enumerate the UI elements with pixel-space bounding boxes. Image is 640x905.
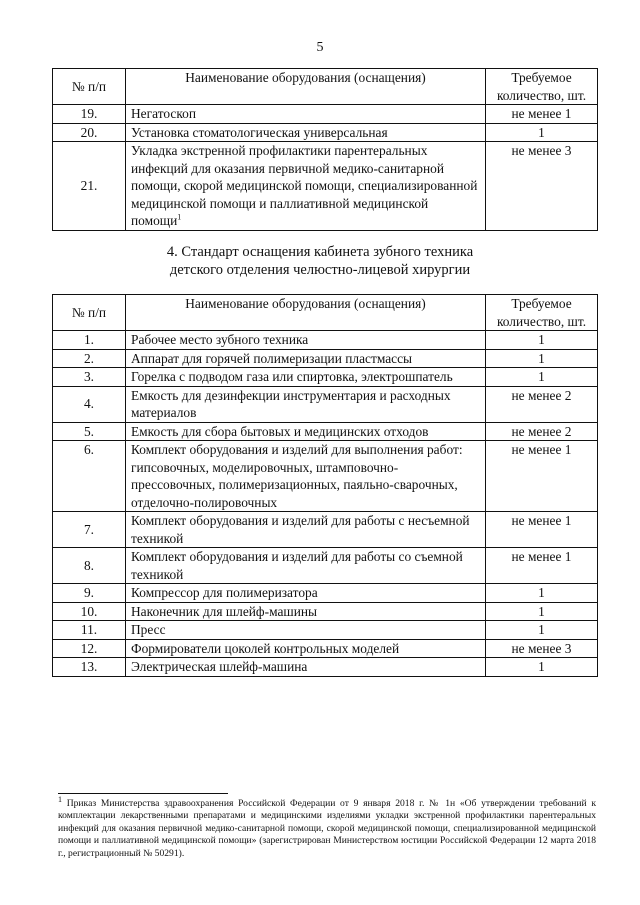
table-row (53, 123, 598, 142)
equipment-table-continued (52, 68, 598, 231)
header-name: Наименование оборудования (оснащения) (126, 69, 486, 105)
row-quantity: 1 (486, 602, 598, 621)
row-number: 5. (53, 422, 126, 441)
footnote-reference: 1 (177, 212, 182, 222)
table-row (53, 621, 598, 640)
row-quantity: 1 (486, 584, 598, 603)
row-quantity: 1 (486, 331, 598, 350)
row-name: Установка стоматологическая универсальная (126, 123, 486, 142)
footnote-divider (58, 793, 228, 794)
row-number: 19. (53, 105, 126, 124)
row-name: Аппарат для горячей полимеризации пластмассы (126, 349, 486, 368)
row-quantity: 1 (486, 123, 598, 142)
table-row (53, 658, 598, 677)
row-name: Формирователи цоколей контрольных моделей (126, 639, 486, 658)
row-number: 7. (53, 512, 126, 548)
table-row (53, 105, 598, 124)
table-row (53, 142, 598, 231)
section-title (0, 243, 640, 279)
table-row (53, 441, 598, 512)
row-quantity: не менее 3 (486, 639, 598, 658)
row-quantity: не менее 2 (486, 422, 598, 441)
table-row (53, 602, 598, 621)
table-row (53, 331, 598, 350)
footnote (58, 794, 596, 860)
table-header-row (53, 69, 598, 105)
row-name: Рабочее место зубного техника (126, 331, 486, 350)
footnote-text: Приказ Министерства здравоохранения Российской Федерации от 9 января 2018 г. № 1н «Об утверждении требований к комплектации лекарственными препаратами и медицинскими изделиями укладки экстренной профилактики парентеральных инфекций для оказания первичной медико-санитарной помощи, скорой медицинской помощи, специализированной медицинской помощи и паллиативной медицинской помощи» (зарегистрирован Министерством юстиции Российской Федерации 12 марта 2018 г., регистрационный № 50291). (58, 798, 596, 859)
row-quantity: не менее 1 (486, 548, 598, 584)
section-title-line2: детского отделения челюстно-лицевой хирургии (169, 262, 471, 278)
row-name: Компрессор для полимеризатора (126, 584, 486, 603)
row-number: 8. (53, 548, 126, 584)
row-name: Укладка экстренной профилактики парентеральных инфекций для оказания первичной медико-санитарной помощи, скорой медицинской помощи, специализированной медицинской помощи и паллиативной медицинской помощи (131, 143, 478, 228)
header-qty: Требуемое количество, шт. (486, 69, 598, 105)
row-name: Комплект оборудования и изделий для выполнения работ: гипсовочных, моделировочных, штамповочно-прессовочных, полимеризационных, паяльно-сварочных, отделочно-полировочных (126, 441, 486, 512)
table-row (53, 368, 598, 387)
row-name: Наконечник для шлейф-машины (126, 602, 486, 621)
table-row (53, 512, 598, 548)
row-number: 13. (53, 658, 126, 677)
row-number: 21. (53, 142, 126, 231)
row-name-with-footnote (126, 142, 486, 231)
row-number: 20. (53, 123, 126, 142)
row-number: 1. (53, 331, 126, 350)
footnote-mark: 1 (58, 794, 62, 804)
table-row (53, 639, 598, 658)
row-number: 6. (53, 441, 126, 512)
section-title-line1: 4. Стандарт оснащения кабинета зубного техника (166, 244, 474, 260)
row-name: Горелка с подводом газа или спиртовка, электрошпатель (126, 368, 486, 387)
row-quantity: не менее 3 (486, 142, 598, 231)
row-quantity: не менее 1 (486, 512, 598, 548)
equipment-table-dental-technician (52, 294, 598, 677)
header-num: № п/п (53, 295, 126, 331)
header-name: Наименование оборудования (оснащения) (126, 295, 486, 331)
row-number: 9. (53, 584, 126, 603)
row-number: 10. (53, 602, 126, 621)
row-name: Емкость для сбора бытовых и медицинских отходов (126, 422, 486, 441)
row-number: 12. (53, 639, 126, 658)
row-name: Емкость для дезинфекции инструментария и расходных материалов (126, 386, 486, 422)
table-header-row (53, 295, 598, 331)
table-row (53, 386, 598, 422)
row-number: 2. (53, 349, 126, 368)
row-name: Комплект оборудования и изделий для работы с несъемной техникой (126, 512, 486, 548)
table-row (53, 548, 598, 584)
row-name: Негатоскоп (126, 105, 486, 124)
row-quantity: не менее 2 (486, 386, 598, 422)
row-number: 11. (53, 621, 126, 640)
row-name: Электрическая шлейф-машина (126, 658, 486, 677)
header-num: № п/п (53, 69, 126, 105)
row-quantity: не менее 1 (486, 441, 598, 512)
table-row (53, 422, 598, 441)
table-row (53, 584, 598, 603)
page-number: 5 (316, 40, 324, 55)
table-row (53, 349, 598, 368)
row-name: Комплект оборудования и изделий для работы со съемной техникой (126, 548, 486, 584)
row-quantity: 1 (486, 368, 598, 387)
row-quantity: 1 (486, 621, 598, 640)
row-number: 4. (53, 386, 126, 422)
row-name: Пресс (126, 621, 486, 640)
header-qty: Требуемое количество, шт. (486, 295, 598, 331)
row-number: 3. (53, 368, 126, 387)
row-quantity: 1 (486, 349, 598, 368)
row-quantity: 1 (486, 658, 598, 677)
row-quantity: не менее 1 (486, 105, 598, 124)
